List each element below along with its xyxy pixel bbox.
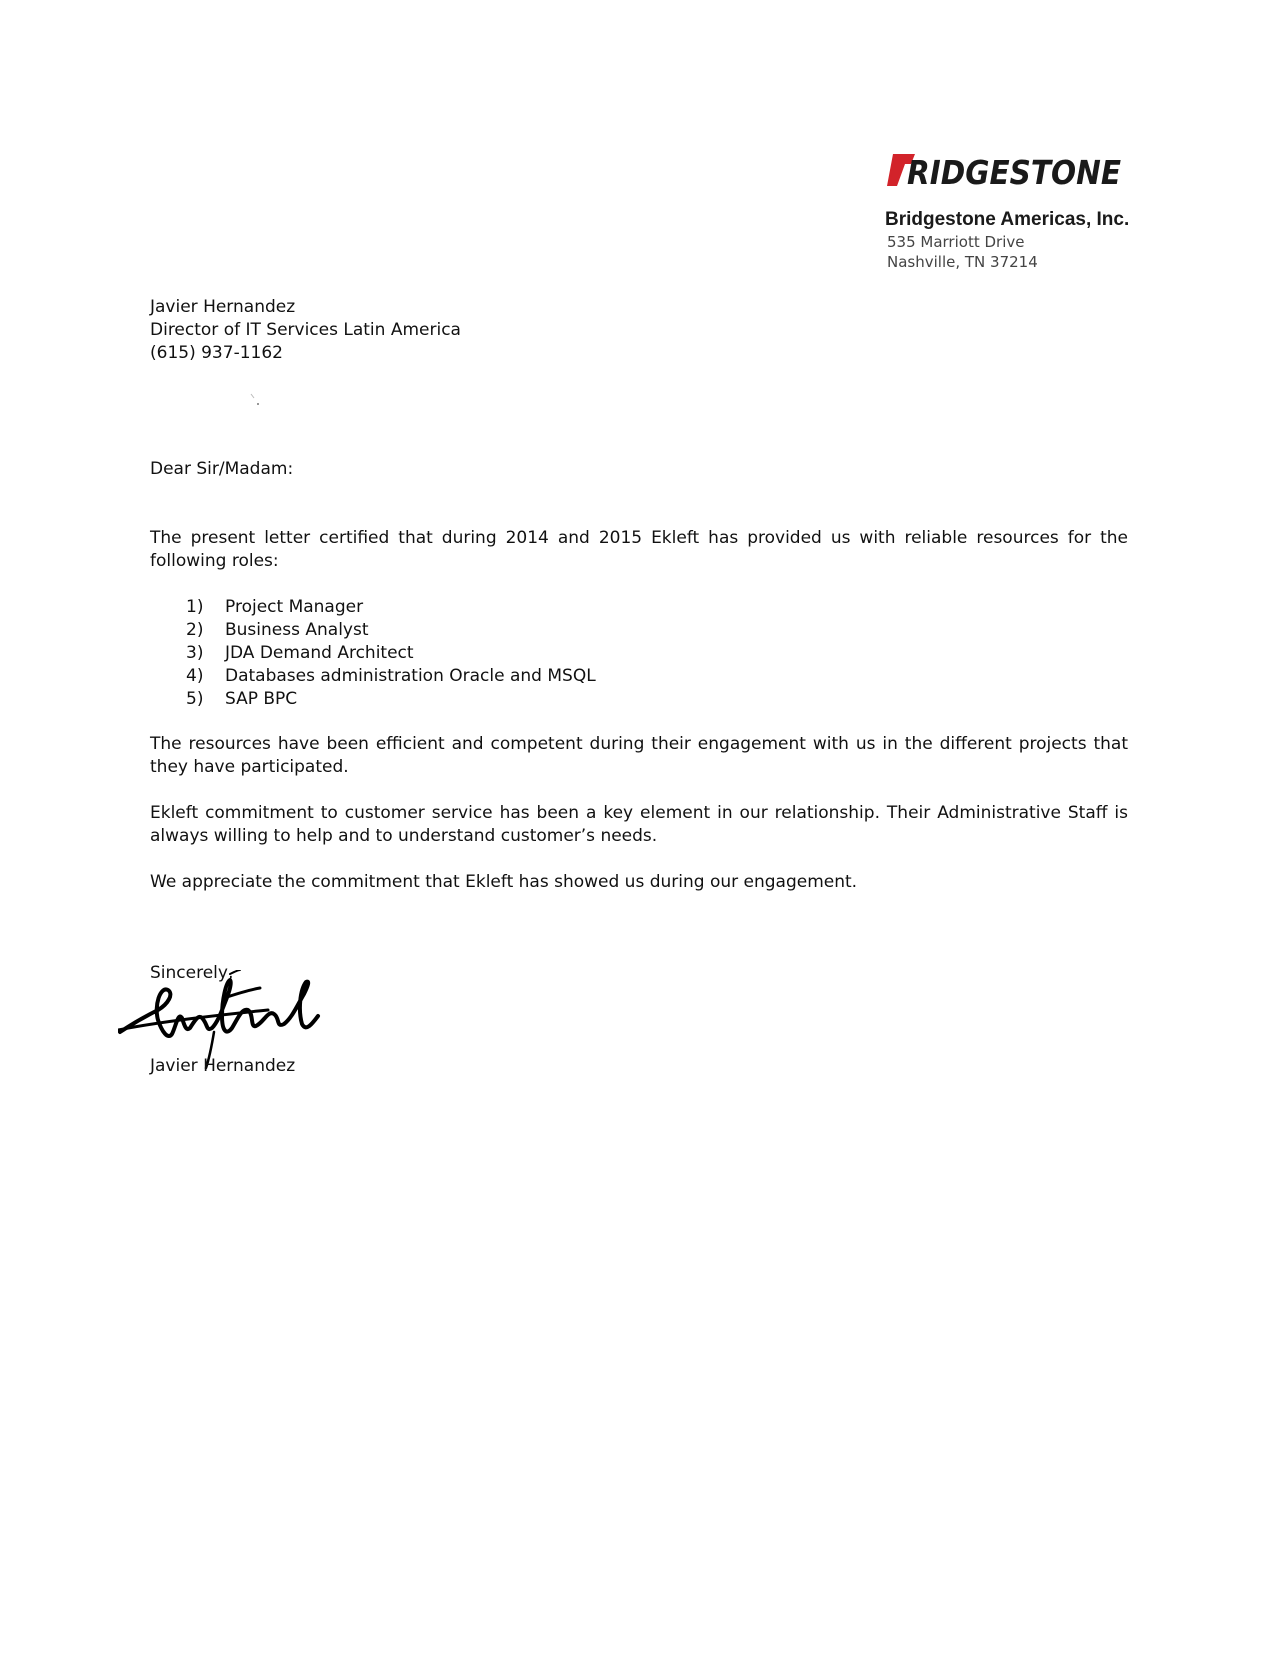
appreciation-paragraph: We appreciate the commitment that Ekleft has showed us during our engagement. — [150, 872, 858, 892]
list-item — [186, 642, 596, 665]
signer-name: Javier Hernandez — [150, 1056, 296, 1076]
list-number: 4) — [186, 666, 204, 686]
sender-phone: (615) 937-1162 — [150, 343, 283, 363]
sender-block — [150, 296, 461, 365]
resources-paragraph: The resources have been efficient and competent during their engagement with us in the different projects that they have participated. — [150, 734, 1128, 777]
list-number: 2) — [186, 620, 204, 640]
address-street: 535 Marriott Drive — [887, 233, 1025, 251]
list-number: 1) — [186, 597, 204, 617]
salutation: Dear Sir/Madam: — [150, 459, 294, 479]
list-number: 5) — [186, 689, 204, 709]
intro-paragraph: The present letter certified that during 2014 and 2015 Ekleft has provided us with reliable resources for the following roles: — [150, 528, 1128, 571]
scan-speck — [250, 392, 262, 411]
list-item — [186, 665, 596, 688]
sender-title: Director of IT Services Latin America — [150, 320, 461, 340]
list-number: 3) — [186, 643, 204, 663]
company-address-block — [885, 210, 1129, 272]
scan-speck-graphic — [250, 393, 262, 407]
commitment-paragraph: Ekleft commitment to customer service has been a key element in our relationship. Their Administrative Staff is always willing to help and to understand customer’s needs. — [150, 803, 1128, 846]
address-city: Nashville, TN 37214 — [887, 253, 1038, 271]
list-label: Project Manager — [225, 597, 364, 617]
list-label: JDA Demand Architect — [225, 643, 414, 663]
roles-list — [186, 596, 596, 711]
svg-text:RIDGESTONE: RIDGESTONE — [907, 153, 1122, 192]
list-item — [186, 596, 596, 619]
list-label: Business Analyst — [225, 620, 369, 640]
list-label: SAP BPC — [225, 689, 298, 709]
list-item — [186, 619, 596, 642]
bridgestone-logo — [885, 148, 1125, 192]
list-label: Databases administration Oracle and MSQL — [225, 666, 596, 686]
bridgestone-logo-graphic — [885, 148, 1125, 192]
company-name: Bridgestone Americas, Inc. — [885, 209, 1130, 230]
closing: Sincerely, — [150, 963, 234, 983]
list-item — [186, 688, 596, 711]
sender-name: Javier Hernandez — [150, 297, 296, 317]
